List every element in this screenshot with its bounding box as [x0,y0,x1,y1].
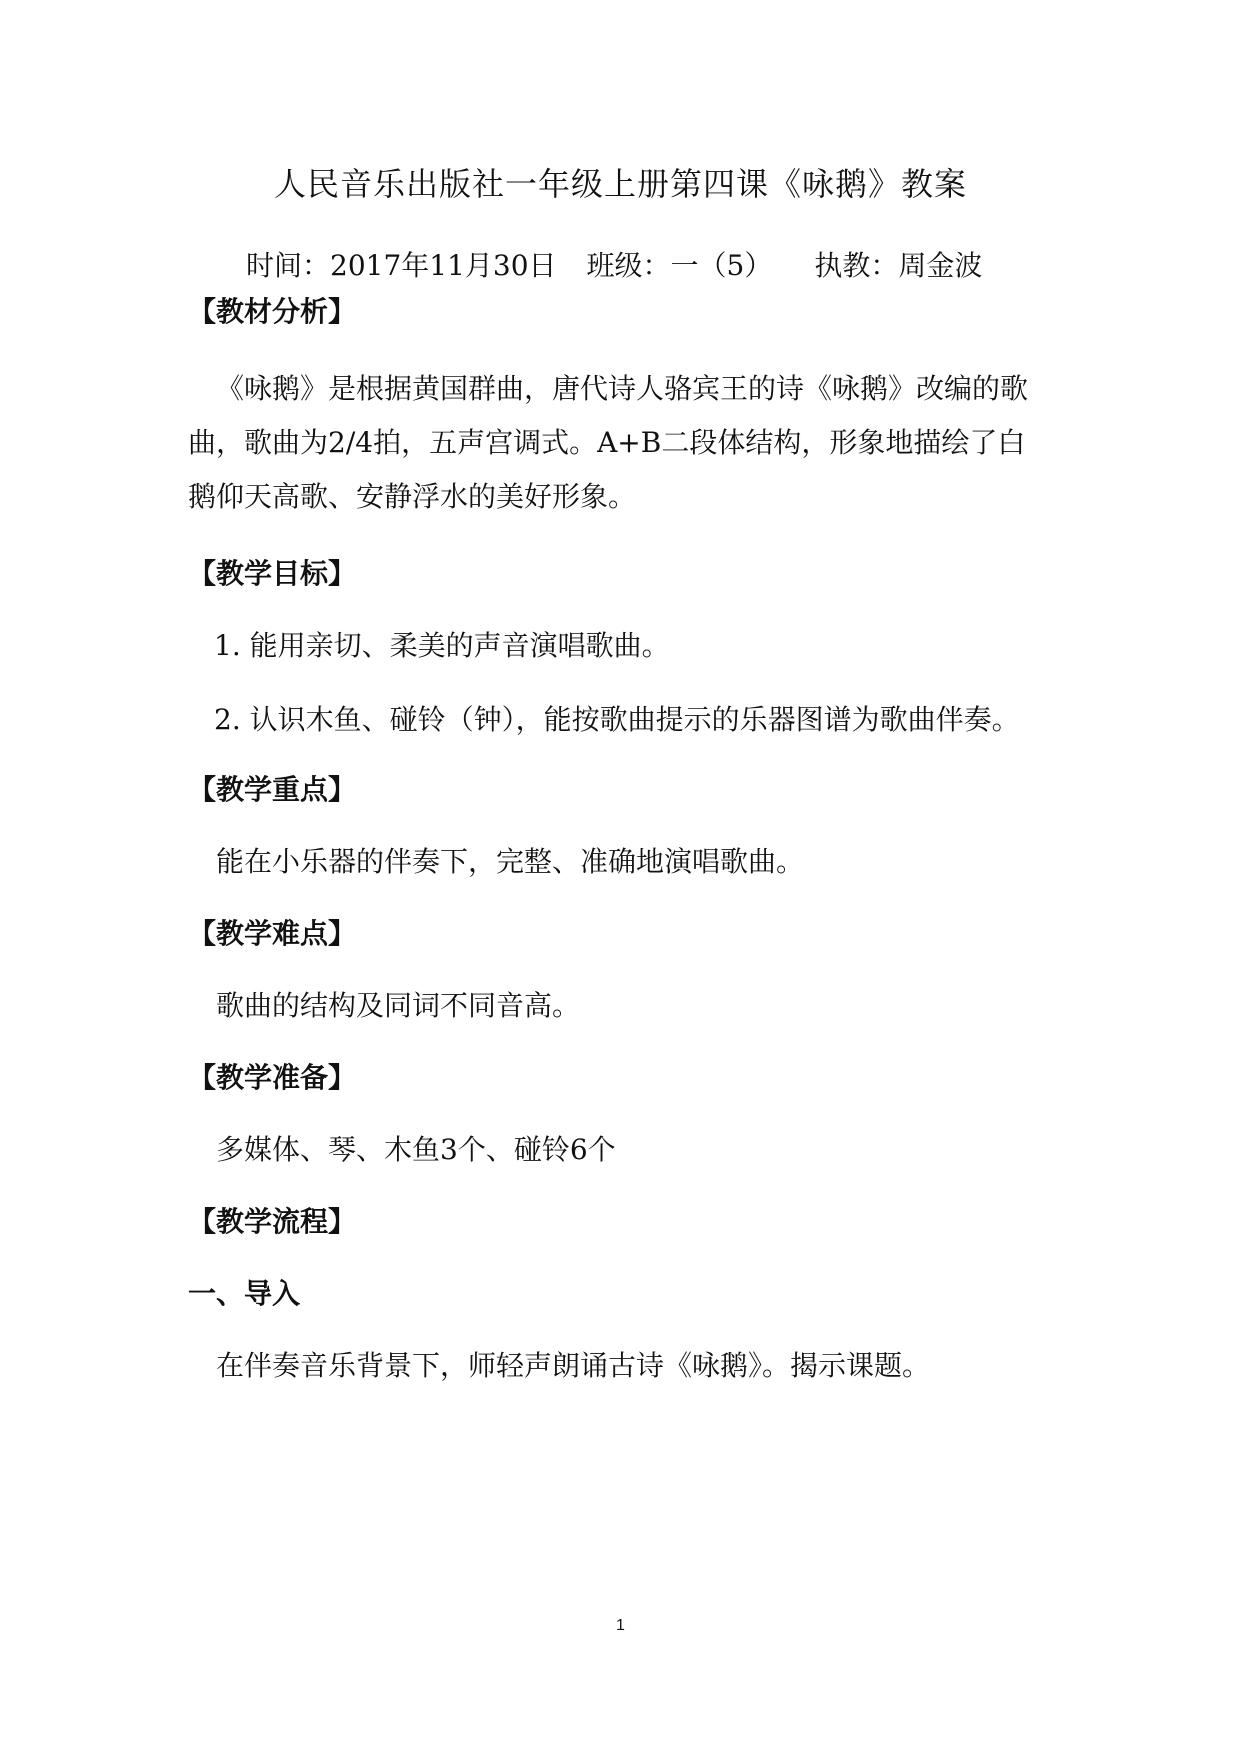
step-intro-text: 在伴奏音乐背景下，师轻声朗诵古诗《咏鹅》。揭示课题。 [216,1349,931,1382]
lesson-teacher: 执教：周金波 [814,249,983,282]
objective-item-1: 1. 能用亲切、柔美的声音演唱歌曲。 [214,629,670,662]
heading-preparation: 【教学准备】 [188,1061,357,1094]
heading-key-points: 【教学重点】 [188,773,357,806]
difficulties-text: 歌曲的结构及同词不同音高。 [216,989,581,1022]
heading-objectives: 【教学目标】 [188,557,357,590]
paragraph-material-analysis [188,362,1058,524]
page-number: 1 [616,1617,625,1634]
key-points-text: 能在小乐器的伴奏下，完整、准确地演唱歌曲。 [216,845,805,878]
step-heading-intro: 一、导入 [188,1277,301,1310]
preparation-text: 多媒体、琴、木鱼3个、碰铃6个 [216,1133,616,1166]
paragraph-line: 《咏鹅》是根据黄国群曲，唐代诗人骆宾王的诗《咏鹅》改编的歌 [216,372,1029,405]
heading-material-analysis: 【教材分析】 [188,295,357,328]
page-title: 人民音乐出版社一年级上册第四课《咏鹅》教案 [273,165,967,203]
lesson-class: 班级：一（5） [586,249,773,282]
paragraph-line: 鹅仰天高歌、安静浮水的美好形象。 [188,480,637,513]
lesson-time: 时间：2017年11月30日 [246,249,557,282]
heading-difficulties: 【教学难点】 [188,917,357,950]
paragraph-line: 曲，歌曲为2/4拍，五声宫调式。A+B二段体结构，形象地描绘了白 [188,426,1026,459]
heading-process: 【教学流程】 [188,1205,357,1238]
lesson-meta [246,246,982,286]
objective-item-2: 2. 认识木鱼、碰铃（钟），能按歌曲提示的乐器图谱为歌曲伴奏。 [214,703,1020,736]
